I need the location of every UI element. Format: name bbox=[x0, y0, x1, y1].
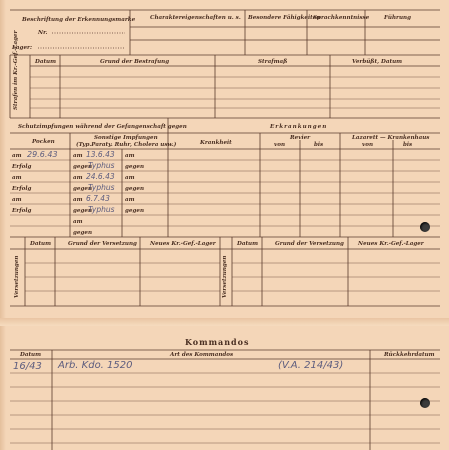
impfungen-sonstige: Sonstige Impfungen bbox=[94, 135, 158, 141]
strafen-datum: Datum bbox=[35, 59, 57, 65]
erkrankungen-revier: Revier bbox=[290, 135, 311, 141]
kommandos-datum: Datum bbox=[20, 352, 42, 358]
erkrankungen-lazarett: Lazarett — Krankenhaus bbox=[352, 135, 430, 141]
vers-neues: Neues Kr.-Gef.-Lager bbox=[150, 241, 216, 247]
impf-col-label: gegen bbox=[73, 208, 93, 214]
label-lager: Lager: bbox=[12, 45, 33, 51]
erkrankungen-krankheit: Krankheit bbox=[200, 140, 232, 146]
strafen-verbuesst: Verbüßt, Datum bbox=[352, 59, 403, 65]
versetzungen-side-label-2: Versetzungen bbox=[222, 255, 228, 298]
vers-grund: Grund der Versetzung bbox=[68, 241, 137, 247]
versetzungen-side-label: Versetzungen bbox=[14, 255, 20, 298]
handwritten-impf-value: Typhus bbox=[88, 183, 115, 192]
handwritten-impf-value: 24.6.43 bbox=[86, 172, 115, 181]
impf-row-label: am bbox=[12, 197, 22, 203]
label-sprachkenntnisse: Sprachkenntnisse bbox=[313, 15, 370, 21]
erkrankungen-header: Erkrankungen bbox=[270, 124, 328, 130]
strafen-grund: Grund der Bestrafung bbox=[100, 59, 170, 65]
impf-col2-label: am bbox=[125, 153, 135, 159]
vers-grund-2: Grund der Versetzung bbox=[275, 241, 344, 247]
punch-hole bbox=[420, 398, 430, 408]
label-charakter: Charaktereigenschaften u. s. bbox=[150, 15, 241, 21]
handwritten-impf-value: Typhus bbox=[88, 205, 115, 214]
kommandos-art: Art des Kommandos bbox=[170, 352, 234, 358]
handwritten-pocken-date: 29.6.43 bbox=[27, 150, 58, 159]
impf-col-label: am bbox=[73, 219, 83, 225]
impf-col2-label: gegen bbox=[125, 164, 145, 170]
impf-row-label: Erfolg bbox=[12, 208, 32, 214]
impfungen-header: Schutzimpfungen während der Gefangenschaft gegen bbox=[18, 124, 187, 130]
impf-row-label: Erfolg bbox=[12, 164, 32, 170]
impf-col-label: am bbox=[73, 175, 83, 181]
vers-neues-2: Neues Kr.-Gef.-Lager bbox=[358, 241, 424, 247]
impf-col2-label: am bbox=[125, 197, 135, 203]
impf-col-label: gegen bbox=[73, 164, 93, 170]
kommandos-title: Kommandos bbox=[185, 337, 250, 347]
kommandos-rueckkehr: Rückkehrdatum bbox=[384, 352, 435, 358]
label-nr: Nr. bbox=[38, 30, 48, 36]
punch-hole bbox=[420, 222, 430, 232]
handwritten-impf-value: 13.6.43 bbox=[86, 150, 115, 159]
impf-row-label: am bbox=[12, 175, 22, 181]
impf-col-label: gegen bbox=[73, 230, 93, 236]
label-fuehrung: Führung bbox=[384, 15, 411, 21]
handwritten-kommando-note: (V.A. 214/43) bbox=[278, 360, 344, 371]
erkrankungen-bis: bis bbox=[314, 142, 324, 148]
handwritten-kommando-date: 16/43 bbox=[13, 361, 42, 372]
handwritten-impf-value: Typhus bbox=[88, 161, 115, 170]
impf-col-label: gegen bbox=[73, 186, 93, 192]
handwritten-kommando-text: Arb. Kdo. 1520 bbox=[58, 360, 133, 371]
erkrankungen-von: von bbox=[274, 142, 286, 148]
impfungen-pocken: Pocken bbox=[32, 139, 55, 145]
vers-datum: Datum bbox=[30, 241, 52, 247]
erkrankungen-von2: von bbox=[362, 142, 374, 148]
impf-col-label: am bbox=[73, 153, 83, 159]
impf-col-label: am bbox=[73, 197, 83, 203]
strafen-strafmass: Strafmaß bbox=[258, 59, 288, 65]
vers-datum-2: Datum bbox=[237, 241, 259, 247]
label-faehigkeiten: Besondere Fähigkeiten bbox=[248, 15, 321, 21]
impf-row-label: am bbox=[12, 153, 22, 159]
impfungen-sonstige-sub: (Typ.Paraty. Ruhr, Cholera usw.) bbox=[76, 142, 177, 148]
strafen-side-label: Strafen im Kr.-Gef.-Lager bbox=[13, 30, 19, 110]
label-beschriftung: Beschriftung der Erkennungsmarke bbox=[22, 17, 136, 23]
impf-row-label: Erfolg bbox=[12, 186, 32, 192]
impf-col2-label: am bbox=[125, 175, 135, 181]
impf-col2-label: gegen bbox=[125, 208, 145, 214]
erkrankungen-bis2: bis bbox=[403, 142, 413, 148]
handwritten-impf-value: 6.7.43 bbox=[86, 194, 110, 203]
impf-col2-label: gegen bbox=[125, 186, 145, 192]
